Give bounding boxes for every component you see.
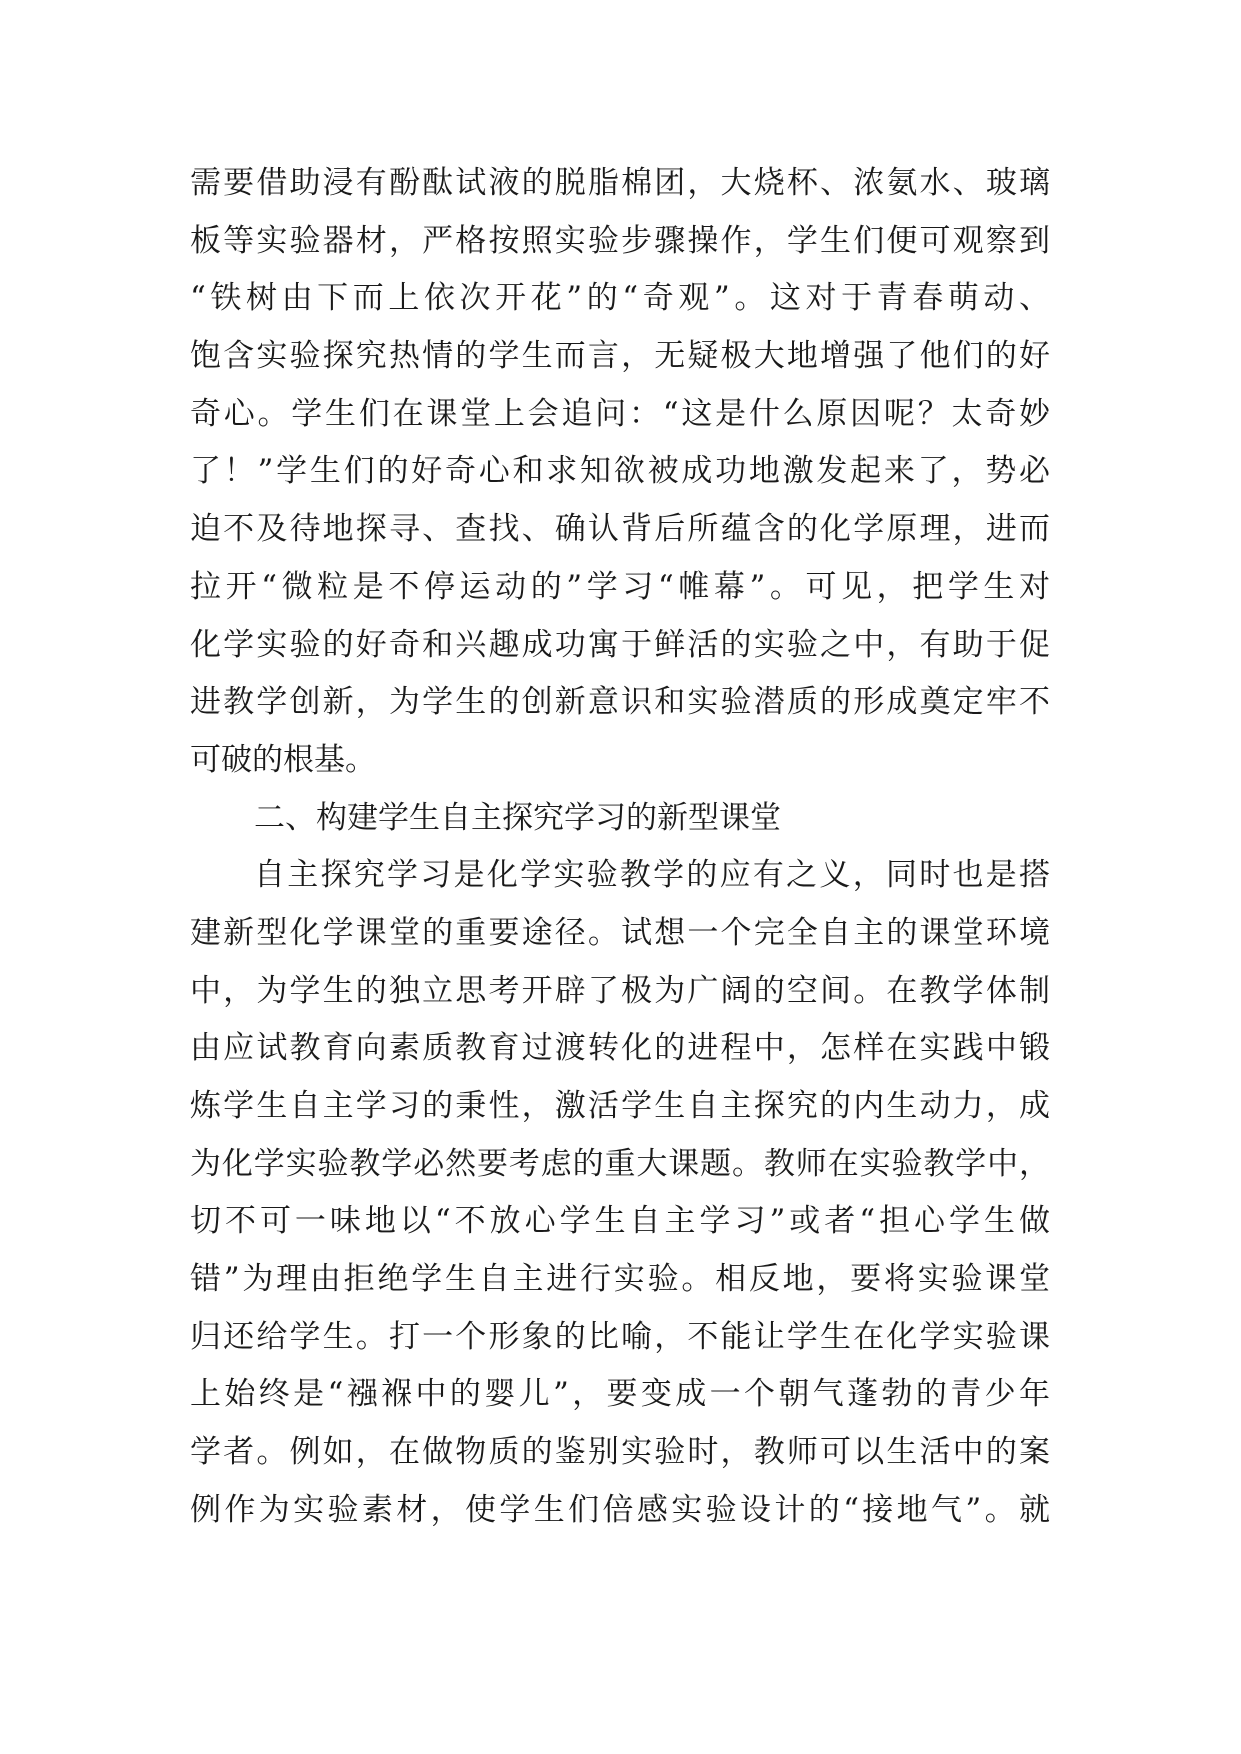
text-line: 中，为学生的独立思考开辟了极为广阔的空间。在教学体制 xyxy=(190,972,1050,1009)
text-line: 例作为实验素材，使学生们倍感实验设计的“接地气”。就 xyxy=(190,1491,1050,1528)
text-line: 进教学创新，为学生的创新意识和实验潜质的形成奠定牢不 xyxy=(190,684,1050,721)
text-line: 上始终是“襁褓中的婴儿”，要变成一个朝气蓬勃的青少年 xyxy=(190,1376,1050,1413)
paragraph-2 xyxy=(190,847,1050,1539)
text-line: 炼学生自主学习的秉性，激活学生自主探究的内生动力，成 xyxy=(190,1088,1050,1124)
text-line: 为化学实验教学必然要考虑的重大课题。教师在实验教学中， xyxy=(190,1145,1050,1182)
text-line: 迫不及待地探寻、查找、确认背后所蕴含的化学原理，进而 xyxy=(190,511,1050,548)
text-line: 归还给学生。打一个形象的比喻，不能让学生在化学实验课 xyxy=(190,1318,1050,1355)
text-line: 自主探究学习是化学实验教学的应有之义，同时也是搭 xyxy=(254,857,1050,894)
text-line: 建新型化学课堂的重要途径。试想一个完全自主的课堂环境 xyxy=(190,914,1050,951)
paragraph-1 xyxy=(190,155,1050,790)
text-line: 可破的根基。 xyxy=(190,741,376,778)
text-line: 学者。例如，在做物质的鉴别实验时，教师可以生活中的案 xyxy=(190,1434,1050,1471)
text-line: 拉开“微粒是不停运动的”学习“帷幕”。可见，把学生对 xyxy=(190,568,1050,605)
text-line: 奇心。学生们在课堂上会追问：“这是什么原因呢？太奇妙 xyxy=(190,395,1050,432)
text-line: 错”为理由拒绝学生自主进行实验。相反地，要将实验课堂 xyxy=(190,1261,1050,1298)
text-line: 了！”学生们的好奇心和求知欲被成功地激发起来了，势必 xyxy=(190,453,1050,490)
text-line: 需要借助浸有酚酞试液的脱脂棉团，大烧杯、浓氨水、玻璃 xyxy=(190,165,1050,201)
text-line: 化学实验的好奇和兴趣成功寓于鲜活的实验之中，有助于促 xyxy=(190,626,1050,663)
text-line: 切不可一味地以“不放心学生自主学习”或者“担心学生做 xyxy=(190,1203,1050,1240)
text-line: 板等实验器材，严格按照实验步骤操作，学生们便可观察到 xyxy=(190,222,1050,259)
section-heading: 二、构建学生自主探究学习的新型课堂 xyxy=(254,799,781,836)
text-line: 由应试教育向素质教育过渡转化的进程中，怎样在实践中锻 xyxy=(190,1030,1050,1067)
body-text xyxy=(190,155,1050,1540)
text-line: 饱含实验探究热情的学生而言，无疑极大地增强了他们的好 xyxy=(190,338,1050,375)
text-line: “铁树由下而上依次开花”的“奇观”。这对于青春萌动、 xyxy=(190,280,1050,317)
